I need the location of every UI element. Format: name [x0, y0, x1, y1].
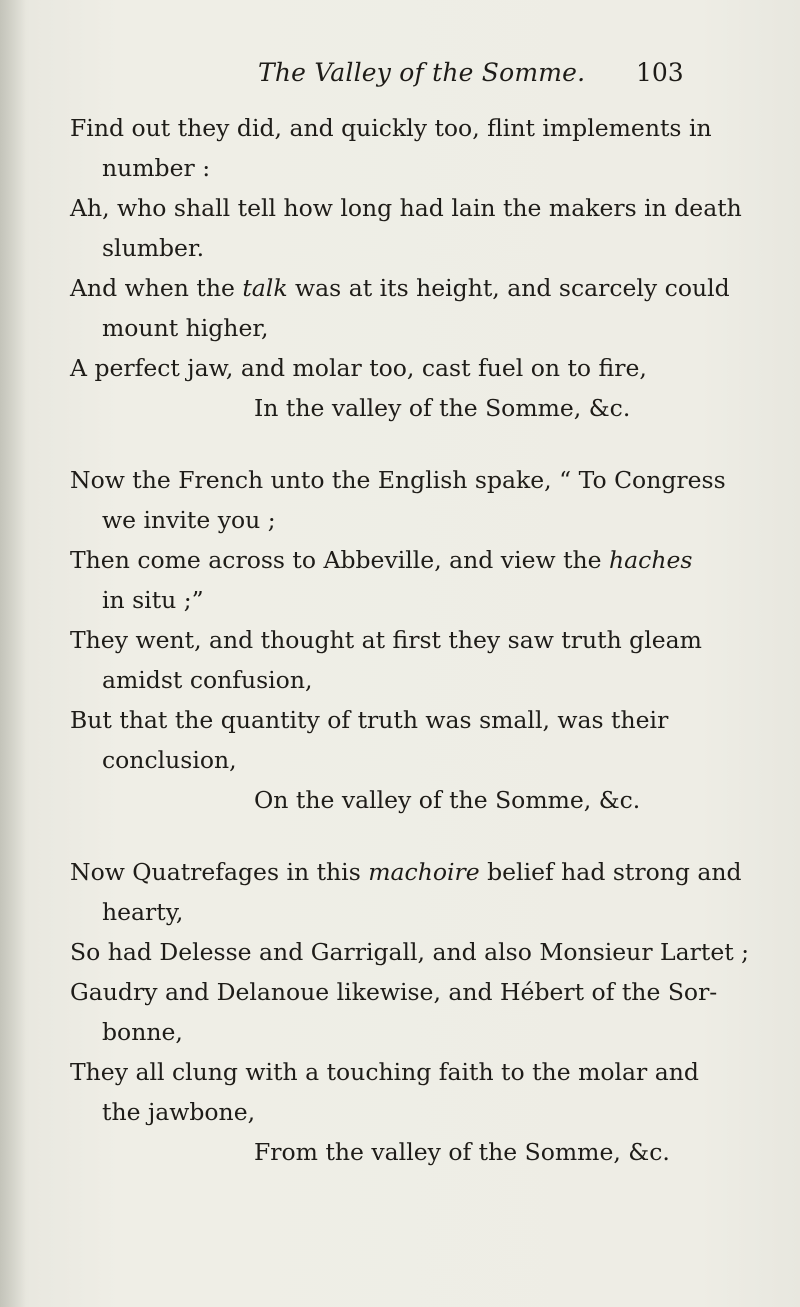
refrain-line: On the valley of the Somme, &c.	[254, 786, 641, 814]
page-number: 103	[636, 58, 684, 87]
verse-line: conclusion,	[102, 746, 237, 774]
verse-line: in situ ;”	[102, 586, 204, 614]
italic-word-talk: talk	[242, 274, 288, 302]
verse-line: mount higher,	[102, 314, 269, 342]
page-gutter-shadow	[0, 0, 26, 1307]
verse-line: Find out they did, and quickly too, flint implements in	[70, 114, 712, 142]
verse-line: bonne,	[102, 1018, 183, 1046]
verse-line: hearty,	[102, 898, 184, 926]
italic-word-haches: haches	[609, 546, 693, 574]
verse-line-with-italic: And when the talk was at its height, and scarcely could	[70, 274, 730, 302]
verse-line: slumber.	[102, 234, 205, 262]
verse-line-with-italic: Now Quatrefages in this machoire belief had strong and	[70, 858, 742, 886]
verse-line: Ah, who shall tell how long had lain the makers in death	[70, 194, 742, 222]
verse-line: Now the French unto the English spake, “ To Congress	[70, 466, 726, 494]
verse-line: A perfect jaw, and molar too, cast fuel on to fire,	[70, 354, 647, 382]
verse-line: But that the quantity of truth was small, was their	[70, 706, 669, 734]
verse-line: we invite you ;	[102, 506, 276, 534]
verse-line: number :	[102, 154, 211, 182]
verse-line: They all clung with a touching faith to the molar and	[70, 1058, 699, 1086]
running-title: The Valley of the Somme.	[258, 58, 586, 87]
verse-line: So had Delesse and Garrigall, and also Monsieur Lartet ;	[70, 938, 750, 966]
page-header	[0, 58, 800, 94]
verse-line: amidst confusion,	[102, 666, 313, 694]
italic-word-machoire: machoire	[368, 858, 480, 886]
refrain-line: In the valley of the Somme, &c.	[254, 394, 631, 422]
verse-line: the jawbone,	[102, 1098, 256, 1126]
verse-line-with-italic: Then come across to Abbeville, and view the haches	[70, 546, 693, 574]
verse-line: They went, and thought at first they saw truth gleam	[70, 626, 702, 654]
refrain-line: From the valley of the Somme, &c.	[254, 1138, 670, 1166]
verse-line: Gaudry and Delanoue likewise, and Hébert of the Sor-	[70, 978, 718, 1006]
